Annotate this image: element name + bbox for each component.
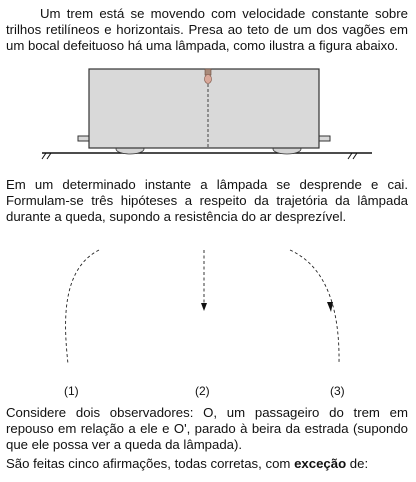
trajectory-2-arrowhead	[201, 303, 207, 311]
coupler-left	[78, 136, 90, 141]
intro-paragraph: Um trem está se movendo com velocidade constante sobre trilhos retilíneos e horizontais. Presa ao teto de um dos vagões em um bocal defeituoso há uma lâmpada, como ilustra a figura abaixo.	[6, 6, 408, 54]
wagon-body	[89, 69, 319, 148]
statements-paragraph	[6, 456, 408, 472]
trajectory-label-1: (1)	[64, 384, 79, 398]
lamp-socket	[205, 69, 211, 75]
exception-word: exceção	[294, 456, 347, 471]
trajectory-3-arrowhead	[327, 302, 333, 312]
observers-paragraph: Considere dois observadores: O, um passageiro do trem em repouso em relação a ele e O', parado à beira da estrada (supondo que ele possa ver a queda da lâmpada).	[6, 405, 408, 453]
trajectory-1-curve	[66, 250, 99, 364]
ground-hatch-left	[42, 153, 51, 159]
trajectory-label-3: (3)	[330, 384, 345, 398]
ground-hatch-right	[348, 153, 357, 159]
coupler-right	[318, 136, 330, 141]
lamp-bulb	[205, 75, 212, 84]
trajectory-label-2: (2)	[195, 384, 210, 398]
trajectories-figure	[0, 236, 416, 401]
statements-text-before: São feitas cinco afirmações, todas corretas, com	[6, 456, 295, 471]
statements-text-after: de:	[346, 456, 369, 471]
train-wagon-figure	[0, 60, 416, 165]
hypotheses-paragraph: Em um determinado instante a lâmpada se desprende e cai. Formulam-se três hipóteses a respeito da trajetória da lâmpada durante a queda, supondo a resistência do ar desprezível.	[6, 177, 408, 225]
